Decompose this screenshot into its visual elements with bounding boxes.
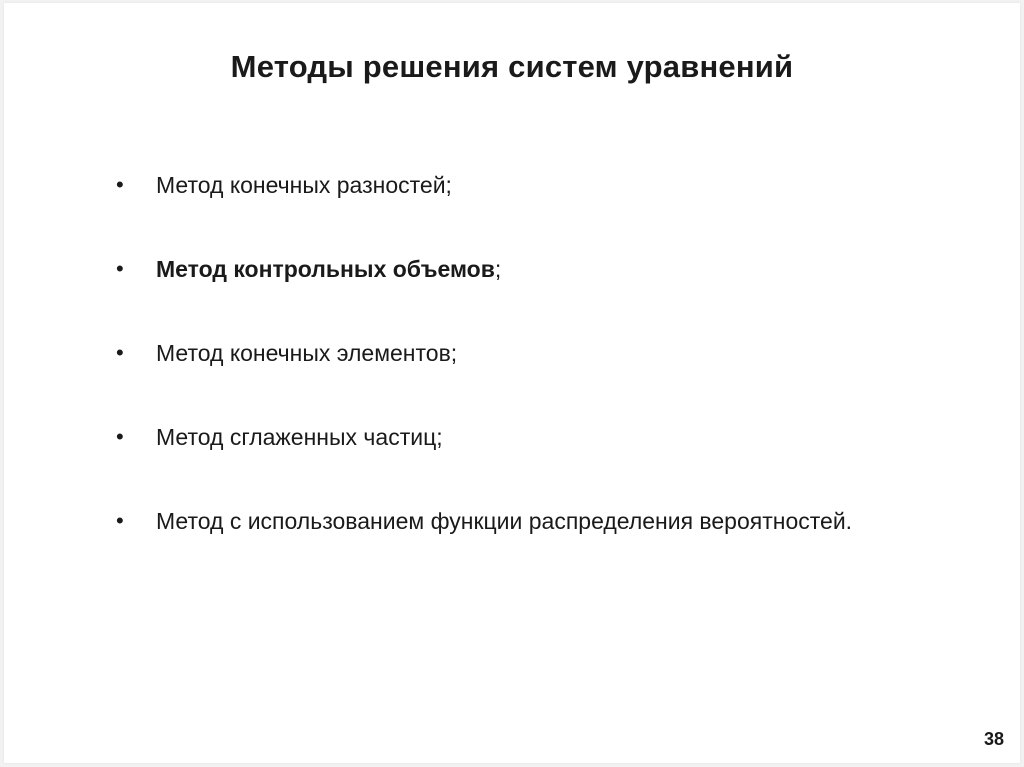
- list-item-text: [156, 422, 443, 452]
- list-item-label: Метод конечных элементов;: [156, 340, 458, 366]
- page-number: 38: [983, 729, 1004, 749]
- list-item-label: ;: [494, 256, 502, 282]
- list-item-label: Метод сглаженных частиц;: [156, 424, 443, 450]
- bullet-icon: •: [116, 256, 124, 281]
- list-item-text: [156, 338, 457, 368]
- bullet-icon: •: [116, 424, 124, 449]
- bullet-icon: •: [116, 172, 124, 197]
- list-item-strong: Метод контрольных объемов: [156, 256, 495, 282]
- list-item-text: [156, 170, 452, 200]
- list-item-label: Метод с использованием функции распределения вероятностей.: [156, 508, 853, 534]
- list-item-text: [156, 506, 852, 536]
- bullet-icon: •: [116, 508, 124, 533]
- bullet-icon: •: [116, 340, 124, 365]
- list-item-text: [156, 254, 501, 284]
- slide-title: Методы решения систем уравнений: [230, 49, 794, 84]
- slide: [4, 3, 1020, 763]
- list-item-label: Метод конечных разностей;: [156, 172, 452, 198]
